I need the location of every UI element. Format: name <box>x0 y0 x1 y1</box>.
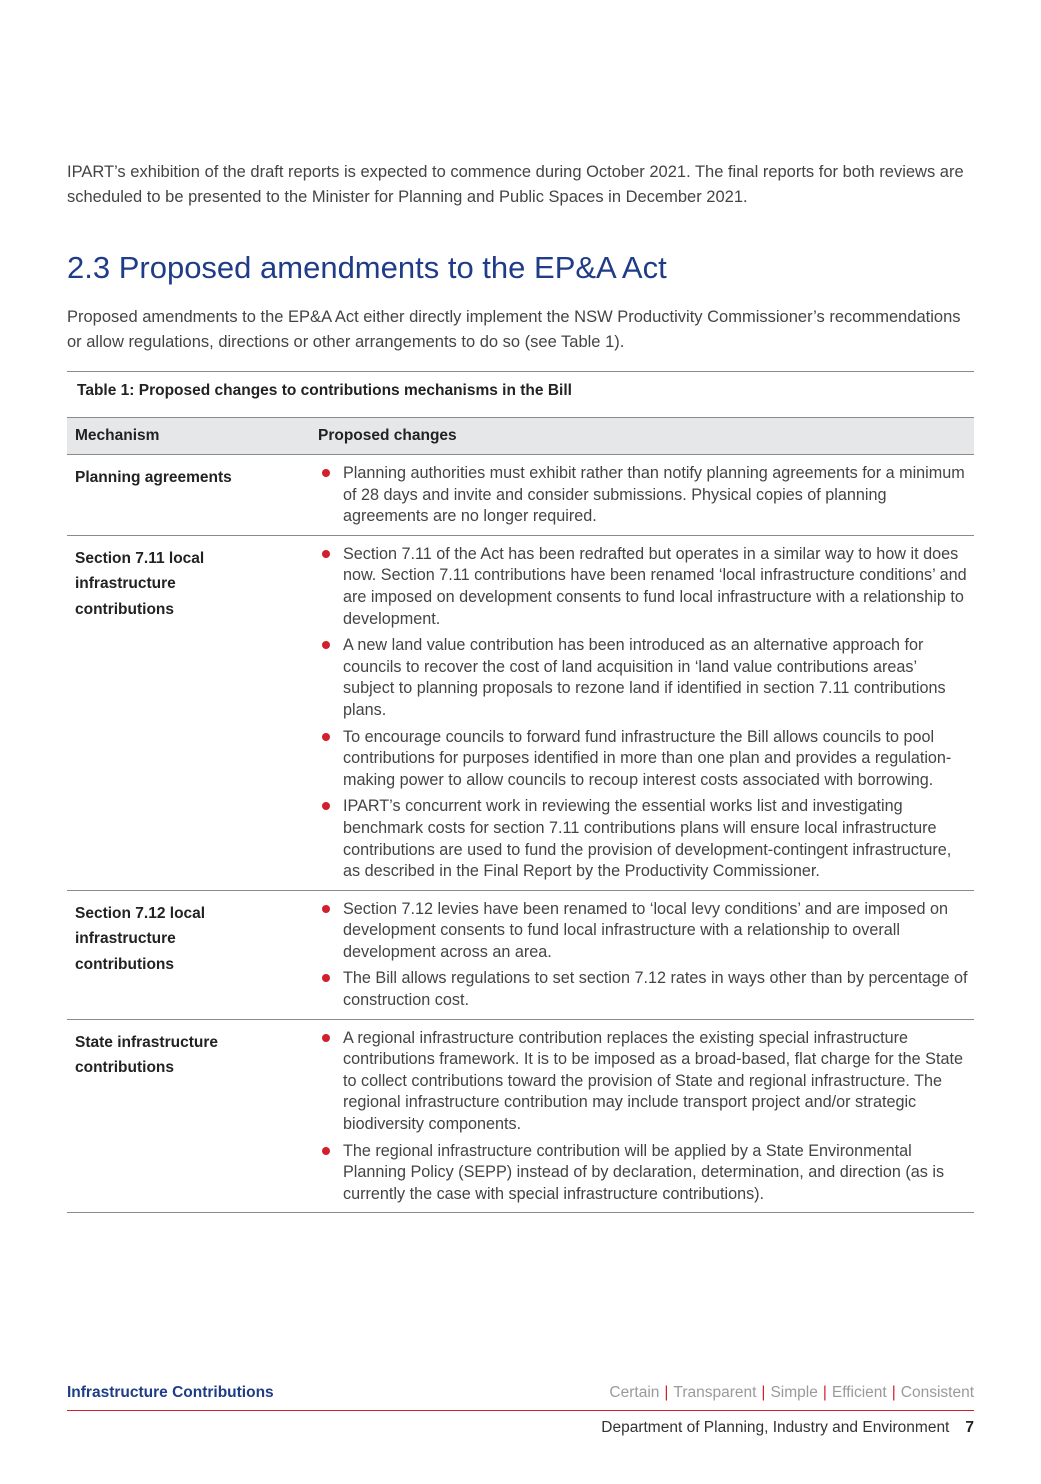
tagline-word: Efficient <box>831 1384 887 1401</box>
bullet-text: A new land value contribution has been introduced as an alternative approach for councils to recover the cost of land acquisition in ‘land value contributions areas’ subject to planning proposals to rezone land if identified in section 7.11 contributions plans. <box>343 636 946 719</box>
footer-department <box>601 1419 974 1437</box>
bullet-text: Section 7.12 levies have been renamed to ‘local levy conditions’ and are imposed on development consents to fund local infrastructure with a relationship to overall development across an area. <box>343 899 949 961</box>
tagline-word: Simple <box>770 1384 818 1401</box>
changes-cell <box>310 899 974 1012</box>
list-item <box>310 1028 974 1136</box>
changes-cell <box>310 544 974 883</box>
tagline-separator: | <box>891 1384 896 1401</box>
bullet-dot-icon <box>322 641 330 649</box>
list-item <box>310 463 974 528</box>
lead-paragraph: Proposed amendments to the EP&A Act either directly implement the NSW Productivity Commissioner’s recommendations or allow regulations, directions or other arrangements to do so (see Table 1). <box>67 308 961 351</box>
bullet-dot-icon <box>322 1034 330 1042</box>
tagline-separator: | <box>761 1384 766 1401</box>
bullet-text: A regional infrastructure contribution replaces the existing special infrastructure contributions framework. It is to be imposed as a broad-based, flat charge for the State to collect contributions toward the provision of State and regional infrastructure. The regional infrastructure contribution may include transport project and/or strategic biodiversity components. <box>343 1028 963 1134</box>
footer-publication-title: Infrastructure Contributions <box>67 1384 274 1401</box>
section-heading: 2.3 Proposed amendments to the EP&A Act <box>67 250 667 285</box>
department-name: Department of Planning, Industry and Environment <box>601 1419 950 1436</box>
mechanism-cell: Section 7.12 local infrastructure contributions <box>75 904 206 973</box>
tagline-word: Consistent <box>900 1384 974 1401</box>
table-row <box>67 455 974 536</box>
header-mechanism: Mechanism <box>75 427 160 444</box>
table-row <box>67 536 974 891</box>
table-caption: Table 1: Proposed changes to contributions mechanisms in the Bill <box>67 371 974 405</box>
mechanism-cell: State infrastructure contributions <box>75 1033 218 1077</box>
bullet-text: To encourage councils to forward fund infrastructure the Bill allows councils to pool contributions for purposes identified in more than one plan and provides a regulation-making power to allow councils to recoup interest costs associated with borrowing. <box>343 727 952 789</box>
bullet-text: Section 7.11 of the Act has been redrafted but operates in a similar way to how it does now. Section 7.11 contributions have been renamed ‘local infrastructure conditions’ and are imposed on development consents to fund local infrastructure with a relationship to development. <box>343 544 967 628</box>
tagline-word: Certain <box>609 1384 660 1401</box>
header-proposed-changes: Proposed changes <box>318 427 457 444</box>
bullet-dot-icon <box>322 469 330 477</box>
bullet-text: IPART’s concurrent work in reviewing the essential works list and investigating benchmark costs for section 7.11 contributions plans will ensure local infrastructure contributions are used to fund the provision of development-contingent infrastructure, as described in the Final Report by the Productivity Commissioner. <box>343 797 952 881</box>
intro-paragraph: IPART’s exhibition of the draft reports is expected to commence during October 2021. The final reports for both reviews are scheduled to be presented to the Minister for Planning and Public Spaces in December 2021. <box>67 163 964 206</box>
bullet-text: The Bill allows regulations to set section 7.12 rates in ways other than by percentage of construction cost. <box>343 969 968 1010</box>
footer-divider <box>67 1410 974 1411</box>
bullet-text: The regional infrastructure contribution will be applied by a State Environmental Planning Policy (SEPP) instead of by declaration, determination, and direction (as is currently the case with special infrastructure contributions). <box>343 1141 945 1203</box>
bullet-dot-icon <box>322 550 330 558</box>
mechanism-cell: Section 7.11 local infrastructure contributions <box>75 549 205 618</box>
list-item <box>310 968 974 1011</box>
bullet-dot-icon <box>322 733 330 741</box>
page-number: 7 <box>965 1419 974 1436</box>
list-item <box>310 635 974 721</box>
tagline-separator: | <box>822 1384 827 1401</box>
tagline-separator: | <box>664 1384 669 1401</box>
tagline-word: Transparent <box>673 1384 757 1401</box>
changes-cell <box>310 463 974 528</box>
bullet-dot-icon <box>322 802 330 810</box>
list-item <box>310 899 974 964</box>
table-header-row <box>67 417 974 455</box>
bullet-text: Planning authorities must exhibit rather than notify planning agreements for a minimum of 28 days and invite and consider submissions. Physical copies of planning agreements are no longer required. <box>343 464 965 526</box>
footer-tagline <box>609 1384 974 1402</box>
table-row <box>67 891 974 1020</box>
bullet-dot-icon <box>322 1147 330 1155</box>
changes-cell <box>310 1028 974 1206</box>
contributions-table <box>67 371 974 1213</box>
bullet-dot-icon <box>322 974 330 982</box>
bullet-dot-icon <box>322 905 330 913</box>
table-row <box>67 1020 974 1214</box>
list-item <box>310 727 974 792</box>
list-item <box>310 544 974 630</box>
list-item <box>310 796 974 882</box>
list-item <box>310 1141 974 1206</box>
mechanism-cell: Planning agreements <box>75 469 232 486</box>
